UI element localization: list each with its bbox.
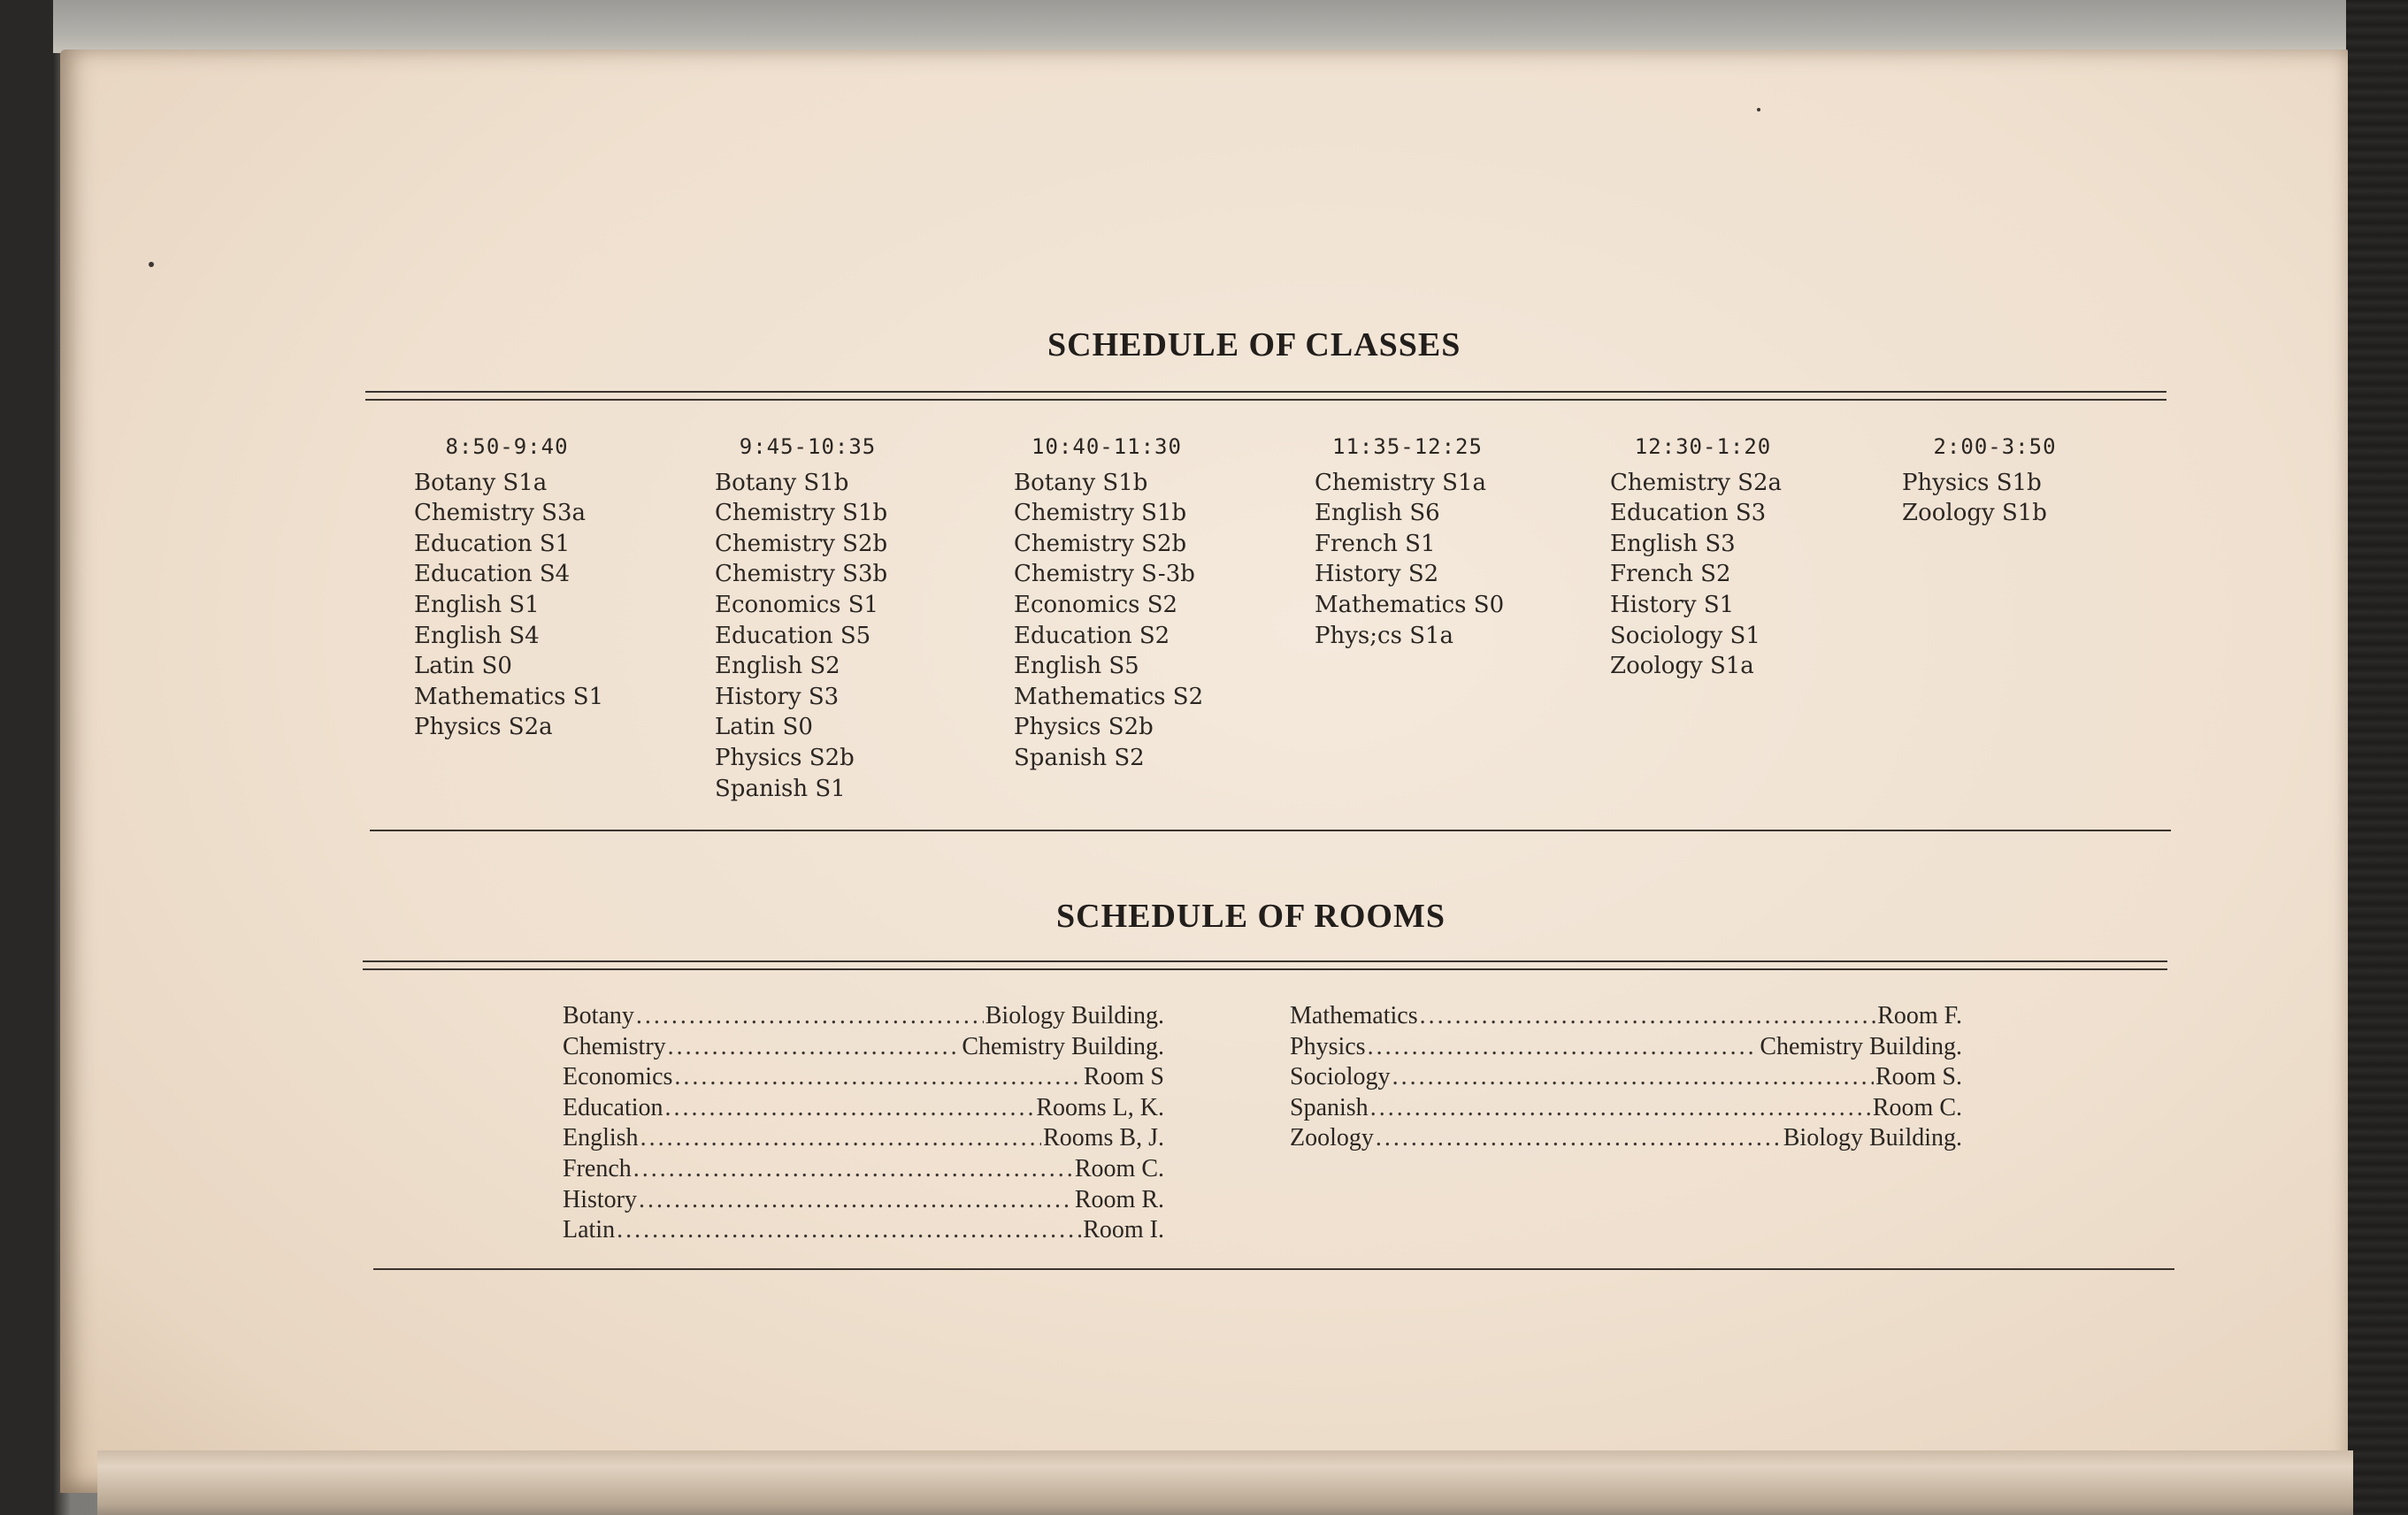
rooms-list-right [1290,1001,1962,1154]
course-item: Zoology S1b [1902,500,2047,527]
room-location: Rooms L, K. [1036,1093,1164,1121]
room-row [563,1062,1164,1093]
course-item: Spanish S1 [715,775,846,802]
course-list [414,468,603,743]
course-item: Mathematics S0 [1315,591,1505,618]
room-subject: Spanish [1290,1093,1369,1121]
room-row [1290,1062,1962,1093]
leader-dots [1370,1093,1871,1124]
course-item: Chemistry S1b [715,500,888,527]
page-bottom-edge [97,1450,2353,1515]
course-item: Chemistry S2a [1610,469,1783,496]
class-column-3 [1014,432,1203,774]
class-time-header: 8:50-9:40 [445,434,569,459]
course-item: French S1 [1315,530,1436,557]
course-item: English S2 [715,653,840,680]
course-item: English S5 [1014,653,1139,680]
course-item: English S3 [1610,530,1736,557]
course-item: Mathematics S2 [1014,683,1204,710]
room-location: Rooms B, J. [1043,1124,1164,1152]
rooms-bottom-rule [373,1268,2174,1270]
course-item: Education S4 [414,561,571,588]
course-item: History S2 [1315,561,1439,588]
course-item: Economics S1 [715,591,879,618]
course-item: History S3 [715,683,840,710]
course-item: Chemistry S2b [1014,530,1187,557]
leader-dots [668,1032,961,1063]
leader-dots [639,1185,1073,1216]
room-row [563,1032,1164,1063]
class-time-header: 10:40-11:30 [1031,434,1182,459]
room-location: Room F. [1877,1002,1962,1029]
class-time-header: 12:30-1:20 [1634,434,1772,459]
course-item: Education S5 [715,622,871,649]
classes-bottom-rule [370,830,2171,831]
room-row [563,1123,1164,1154]
paper-speck [1757,108,1760,111]
course-item: Mathematics S1 [414,683,604,710]
room-subject: Education [563,1093,663,1121]
room-subject: History [563,1185,637,1213]
course-item: Physics S2b [715,744,855,771]
course-item: Spanish S2 [1014,744,1145,771]
room-row [563,1185,1164,1216]
room-row [1290,1001,1962,1032]
room-location: Room C. [1872,1093,1962,1121]
course-item: Education S3 [1610,500,1767,527]
room-row [1290,1093,1962,1124]
room-subject: Physics [1290,1032,1366,1060]
course-item: Chemistry S1a [1315,469,1487,496]
course-item: Education S2 [1014,622,1170,649]
course-item: English S6 [1315,500,1440,527]
room-location: Biology Building. [985,1002,1164,1029]
course-item: Chemistry S-3b [1014,561,1195,588]
leader-dots [636,1001,984,1032]
rooms-top-rule [363,960,2167,970]
course-item: Phys;cs S1a [1315,622,1454,649]
leader-dots [1376,1123,1782,1154]
course-item: Sociology S1 [1610,622,1760,649]
room-row [1290,1032,1962,1063]
room-subject: Botany [563,1002,634,1029]
course-item: Botany S1b [715,469,849,496]
leader-dots [1368,1032,1759,1063]
leader-dots [633,1154,1073,1185]
course-item: Chemistry S2b [715,530,888,557]
room-row [563,1093,1164,1124]
course-item: History S1 [1610,591,1735,618]
room-subject: French [563,1154,632,1182]
classes-top-rule [365,391,2166,401]
room-subject: English [563,1124,639,1152]
room-subject: Latin [563,1216,616,1244]
book-page [60,50,2348,1493]
class-column-5 [1610,432,1796,682]
room-subject: Sociology [1290,1063,1391,1091]
course-item: Zoology S1a [1610,653,1754,680]
course-item: French S2 [1610,561,1731,588]
leader-dots [665,1093,1035,1124]
class-column-4 [1315,432,1504,651]
room-location: Room S [1083,1063,1164,1091]
room-location: Chemistry Building. [1760,1032,1962,1060]
paper-speck [149,262,154,267]
course-item: Botany S1b [1014,469,1148,496]
course-list [1610,468,1796,682]
room-location: Room R. [1074,1185,1164,1213]
course-list [715,468,901,805]
course-item: Chemistry S3a [414,500,587,527]
room-location: Biology Building. [1783,1124,1962,1152]
room-subject: Mathematics [1290,1002,1418,1029]
leader-dots [674,1062,1082,1093]
course-list [1315,468,1504,652]
class-column-2 [715,432,901,804]
room-location: Chemistry Building. [962,1032,1164,1060]
classes-title: SCHEDULE OF CLASSES [1047,326,1461,363]
class-time-header: 9:45-10:35 [739,434,877,459]
course-item: Chemistry S1b [1014,500,1187,527]
course-item: Latin S0 [414,653,512,680]
class-column-1 [414,432,603,743]
book-top-edge [53,0,2353,53]
rooms-title: SCHEDULE OF ROOMS [1056,898,1446,935]
room-row [563,1154,1164,1185]
room-location: Room S. [1875,1063,1962,1091]
class-time-header: 11:35-12:25 [1332,434,1483,459]
class-time-header: 2:00-3:50 [1933,434,2057,459]
course-item: English S1 [414,591,540,618]
course-item: Physics S2b [1014,714,1154,741]
room-row [1290,1123,1962,1154]
room-subject: Economics [563,1063,673,1091]
course-item: Chemistry S3b [715,561,888,588]
room-row [563,1001,1164,1032]
room-row [563,1215,1164,1246]
course-item: Economics S2 [1014,591,1178,618]
book-cover-edge [2346,0,2408,1515]
leader-dots [1392,1062,1874,1093]
course-item: Education S1 [414,530,571,557]
course-item: English S4 [414,622,540,649]
course-list [1014,468,1203,774]
room-subject: Chemistry [563,1032,666,1060]
course-item: Botany S1a [414,469,548,496]
room-location: Room I. [1083,1216,1164,1244]
class-column-6 [1902,432,2088,529]
leader-dots [617,1215,1081,1246]
course-item: Physics S2a [414,714,553,741]
leader-dots [640,1123,1042,1154]
room-location: Room C. [1074,1154,1164,1182]
course-list [1902,468,2088,529]
course-item: Physics S1b [1902,469,2042,496]
leader-dots [1420,1001,1876,1032]
rooms-list-left [563,1001,1164,1246]
room-subject: Zoology [1290,1124,1374,1152]
course-item: Latin S0 [715,714,813,741]
